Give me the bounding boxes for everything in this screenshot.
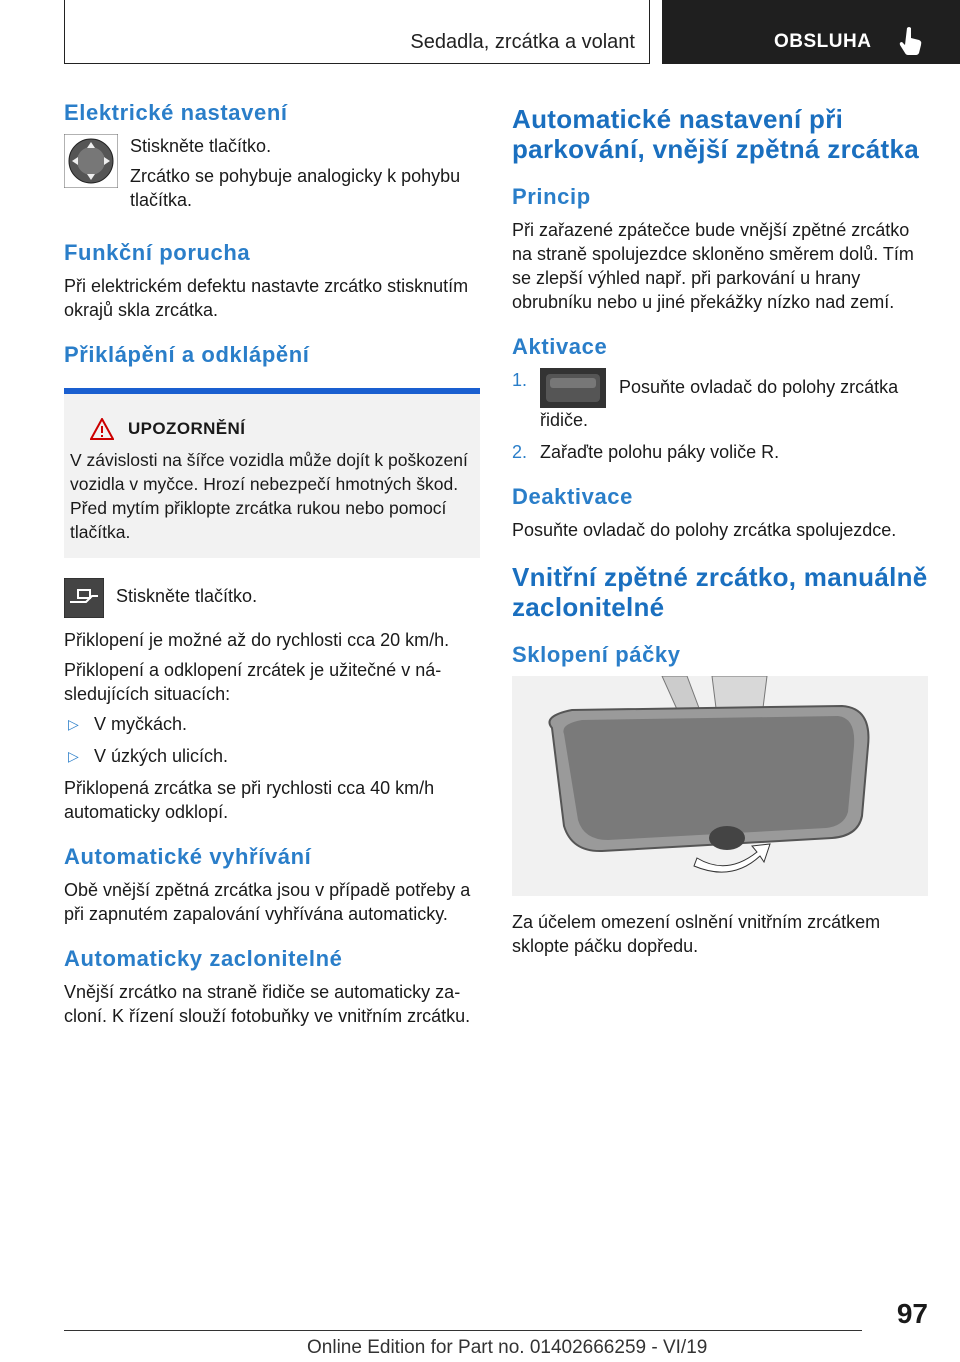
deaktivace-text: Posuňte ovladač do polohy zrcátka spolujezdce. [512, 520, 897, 540]
heading-aktivace: Aktivace [512, 334, 608, 359]
warning-triangle-icon [90, 418, 114, 440]
footer-divider [64, 1330, 862, 1331]
chapter-title: OBSLUHA [774, 31, 872, 52]
heading-deaktivace: Deaktivace [512, 484, 633, 509]
elektricke-text-1: Stiskněte tlačítko. [130, 136, 272, 156]
heading-princip: Princip [512, 184, 591, 209]
elektricke-row [64, 134, 480, 218]
heading-porucha: Funkční porucha [64, 240, 251, 265]
header-section [64, 0, 650, 64]
priklapeni-text-1: Přiklopení je možné až do rychlosti cca 20 km/h. [64, 630, 450, 650]
list-item: ▷ V úzkých ulicích. [68, 746, 229, 766]
header-chapter [662, 0, 960, 64]
footer-edition: Online Edition for Part no. 01402666259 - VI/19 [307, 1337, 708, 1358]
situation-list [64, 712, 480, 768]
sklopeni-text: Za účelem omezení oslnění vnitřním zrcátkem sklopte páčku dopředu. [512, 912, 881, 956]
mirror-switch-icon [540, 368, 606, 408]
heading-auto-park: Automatické nastavení při parkování, vnější zpětná zrcátka [512, 104, 919, 164]
list-item: ▷ V myčkách. [68, 714, 188, 734]
hand-pointer-icon [898, 26, 924, 56]
elektricke-text-2: Zrcátko se pohybuje analogicky k pohybu tlačítka. [130, 166, 461, 210]
warning-box [64, 388, 480, 558]
vyhrivani-text: Obě vnější zpětná zrcátka jsou v případě potřeby a při zapnutém zapalování vyhřívána automaticky. [64, 880, 471, 924]
priklapeni-text-3: Přiklopená zrcátka se při rychlosti cca 40 km/h automaticky odklopí. [64, 778, 435, 822]
heading-elektricke: Elektrické nastavení [64, 100, 288, 125]
activation-steps [512, 368, 928, 464]
mirror-adjust-button-icon [64, 134, 118, 188]
triangle-bullet-icon: ▷ [68, 748, 79, 764]
priklapeni-text-2: Přiklopení a odklopení zrcátek je užitečné v následujících situacích: [64, 660, 442, 704]
step-item: 1. Posuňte ovladač do polohy zrcátka řidiče. [512, 370, 899, 430]
priklapeni-row [64, 578, 480, 618]
heading-vyhrivani: Automatické vyhřívání [64, 844, 312, 869]
left-column [64, 100, 480, 1034]
rearview-mirror-image [512, 676, 928, 896]
step-item: 2. Zařaďte polohu páky voliče R. [512, 442, 780, 462]
triangle-bullet-icon: ▷ [68, 716, 79, 732]
mirror-fold-button-icon [64, 578, 104, 618]
right-column [512, 100, 928, 964]
heading-vnitrni: Vnitřní zpětné zrcátko, manuálně zaclonitelné [512, 562, 928, 622]
porucha-text: Při elektrickém defektu nastavte zrcátko stisknutím okrajů skla zrcátka. [64, 276, 469, 320]
heading-priklapeni: Přiklápění a odklápění [64, 342, 310, 367]
priklapeni-button-text: Stiskněte tlačítko. [116, 586, 258, 606]
section-title: Sedadla, zrcátka a volant [410, 31, 635, 53]
heading-sklopeni: Sklopení páčky [512, 642, 681, 667]
princip-text: Při zařazené zpátečce bude vnější zpětné zrcátko na straně spolujezdce skloněno směrem dolů. Tím se zlepší výhled např. při parkování u hrany obrubníku nebo u jiné překážky nízko nad zemí. [512, 220, 914, 312]
page-number: 97 [896, 1298, 928, 1329]
warning-text: V závislosti na šířce vozidla může dojít k poškození vozidla v myčce. Hrozí nebezpečí hmotných škod. Před mytím přiklopte zrcátka rukou nebo pomocí tlačítka. [70, 450, 468, 542]
warning-title: UPOZORNĚNÍ [128, 419, 246, 438]
heading-zaclonitelne: Automaticky zaclonitelné [64, 946, 343, 971]
zaclonitelne-text: Vnější zrcátko na straně řidiče se automaticky zacloní. K řízení slouží fotobuňky ve vnitřním zrcátku. [64, 982, 471, 1026]
